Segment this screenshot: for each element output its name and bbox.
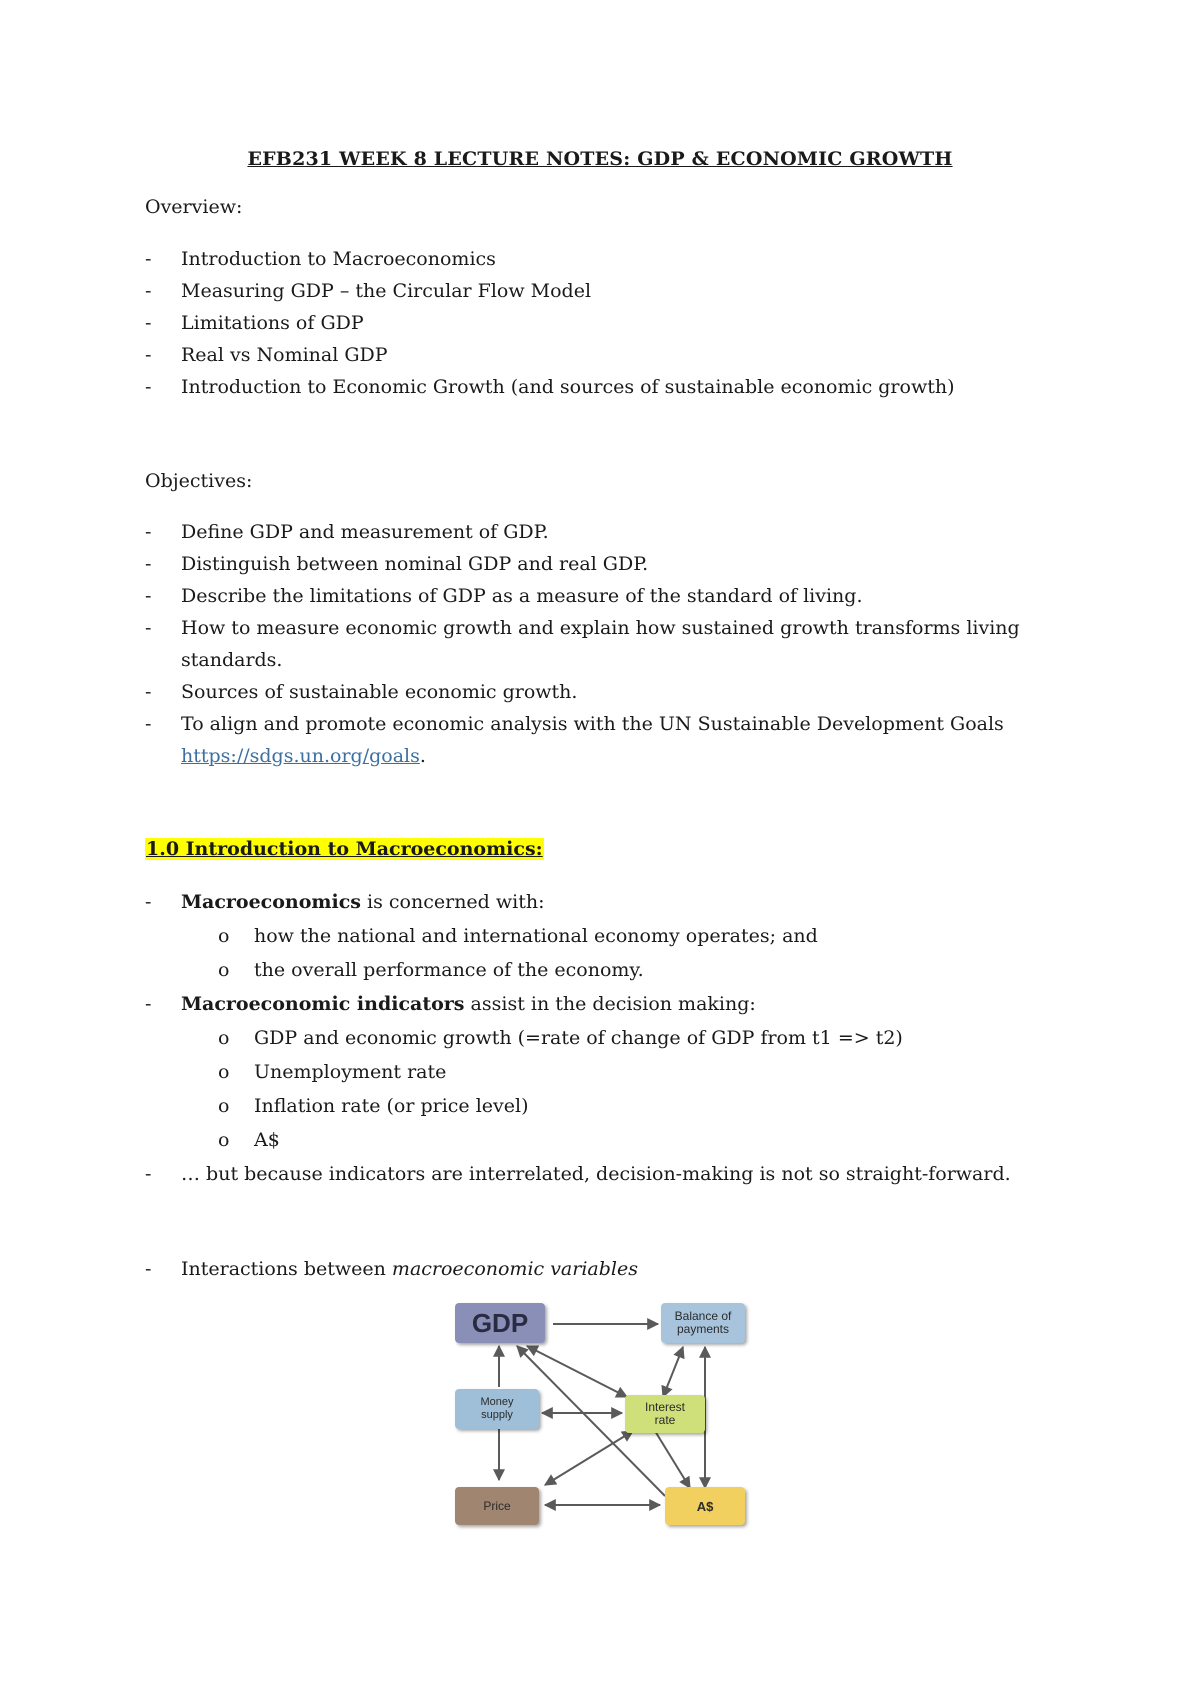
overview-item: Introduction to Economic Growth (and sources of sustainable economic growth)	[181, 376, 955, 398]
indicator-subitem: Unemployment rate	[254, 1061, 447, 1083]
overview-item: Real vs Nominal GDP	[181, 344, 388, 366]
bullet-dash: -	[145, 248, 152, 270]
bullet-dash: -	[145, 617, 152, 639]
bullet-dash: -	[145, 553, 152, 575]
bullet-dash: -	[145, 993, 152, 1015]
overview-item: Limitations of GDP	[181, 312, 364, 334]
objective-item: Describe the limitations of GDP as a measure of the standard of living.	[181, 585, 863, 607]
macro-item	[181, 886, 1041, 918]
bullet-dash: -	[145, 376, 152, 398]
balance-of-payments-node	[661, 1303, 745, 1343]
money-line2: supply	[481, 1409, 513, 1421]
sub-bullet: o	[218, 959, 230, 981]
bullet-dash: -	[145, 1163, 152, 1185]
indicators-item	[181, 988, 1041, 1020]
objective-item: Define GDP and measurement of GDP.	[181, 521, 549, 543]
bullet-dash: -	[145, 344, 152, 366]
bullet-dash: -	[145, 681, 152, 703]
interactions-item	[181, 1253, 1041, 1285]
sub-bullet: o	[218, 1095, 230, 1117]
macro-term: Macroeconomics	[181, 891, 361, 913]
bop-line1: Balance of	[674, 1309, 732, 1323]
arrow-price-interest	[545, 1431, 633, 1485]
interest-line1: Interest	[644, 1400, 686, 1414]
bullet-dash: -	[145, 713, 152, 735]
arrow-interest-aud	[655, 1431, 690, 1488]
bullet-dash: -	[145, 312, 152, 334]
interrelated-note: … but because indicators are interrelated, decision-making is not so straight-forward.	[181, 1163, 1011, 1185]
bullet-dash: -	[145, 521, 152, 543]
sub-bullet: o	[218, 1027, 230, 1049]
objective-sdg-text: To align and promote economic analysis with the UN Sustainable Development Goals	[181, 713, 1004, 735]
link-suffix: .	[419, 745, 426, 767]
indicator-subitem: A$	[254, 1129, 280, 1151]
macro-variables-diagram	[455, 1295, 755, 1535]
overview-item: Measuring GDP – the Circular Flow Model	[181, 280, 592, 302]
overview-item: Introduction to Macroeconomics	[181, 248, 496, 270]
interest-rate-node	[625, 1395, 705, 1433]
money-line1: Money	[480, 1396, 514, 1408]
objective-item: Distinguish between nominal GDP and real GDP.	[181, 553, 649, 575]
macro-desc: is concerned with:	[361, 891, 545, 913]
overview-label: Overview:	[145, 196, 243, 218]
interactions-prefix: Interactions between	[181, 1258, 392, 1280]
indicators-term: Macroeconomic indicators	[181, 993, 465, 1015]
sdg-link[interactable]: https://sdgs.un.org/goals	[181, 745, 420, 767]
sub-bullet: o	[218, 925, 230, 947]
objective-item: Sources of sustainable economic growth.	[181, 681, 578, 703]
page-title: EFB231 WEEK 8 LECTURE NOTES: GDP & ECONOMIC GROWTH	[247, 148, 953, 170]
section-heading: 1.0 Introduction to Macroeconomics:	[146, 838, 543, 860]
bullet-dash: -	[145, 585, 152, 607]
sub-bullet: o	[218, 1061, 230, 1083]
gdp-node: GDP	[455, 1303, 545, 1343]
sub-bullet: o	[218, 1129, 230, 1151]
interest-line2: rate	[654, 1413, 676, 1427]
interactions-italic: macroeconomic variables	[391, 1258, 638, 1280]
macro-subitem: the overall performance of the economy.	[254, 959, 644, 981]
bop-line2: payments	[676, 1322, 730, 1336]
bullet-dash: -	[145, 280, 152, 302]
indicator-subitem: GDP and economic growth (=rate of change of GDP from t1 => t2)	[254, 1027, 903, 1049]
objectives-label: Objectives:	[145, 470, 253, 492]
bullet-dash: -	[145, 891, 152, 913]
indicators-desc: assist in the decision making:	[464, 993, 756, 1015]
aud-node: A$	[665, 1487, 745, 1525]
macro-subitem: how the national and international economy operates; and	[254, 925, 818, 947]
arrow-interest-bop	[663, 1347, 683, 1397]
indicator-subitem: Inflation rate (or price level)	[254, 1095, 529, 1117]
objective-item: How to measure economic growth and explain how sustained growth transforms living standards.	[181, 617, 1020, 671]
bullet-dash: -	[145, 1258, 152, 1280]
objective-item-sdg	[181, 708, 1041, 772]
money-supply-node	[455, 1389, 539, 1429]
price-node: Price	[455, 1487, 539, 1525]
